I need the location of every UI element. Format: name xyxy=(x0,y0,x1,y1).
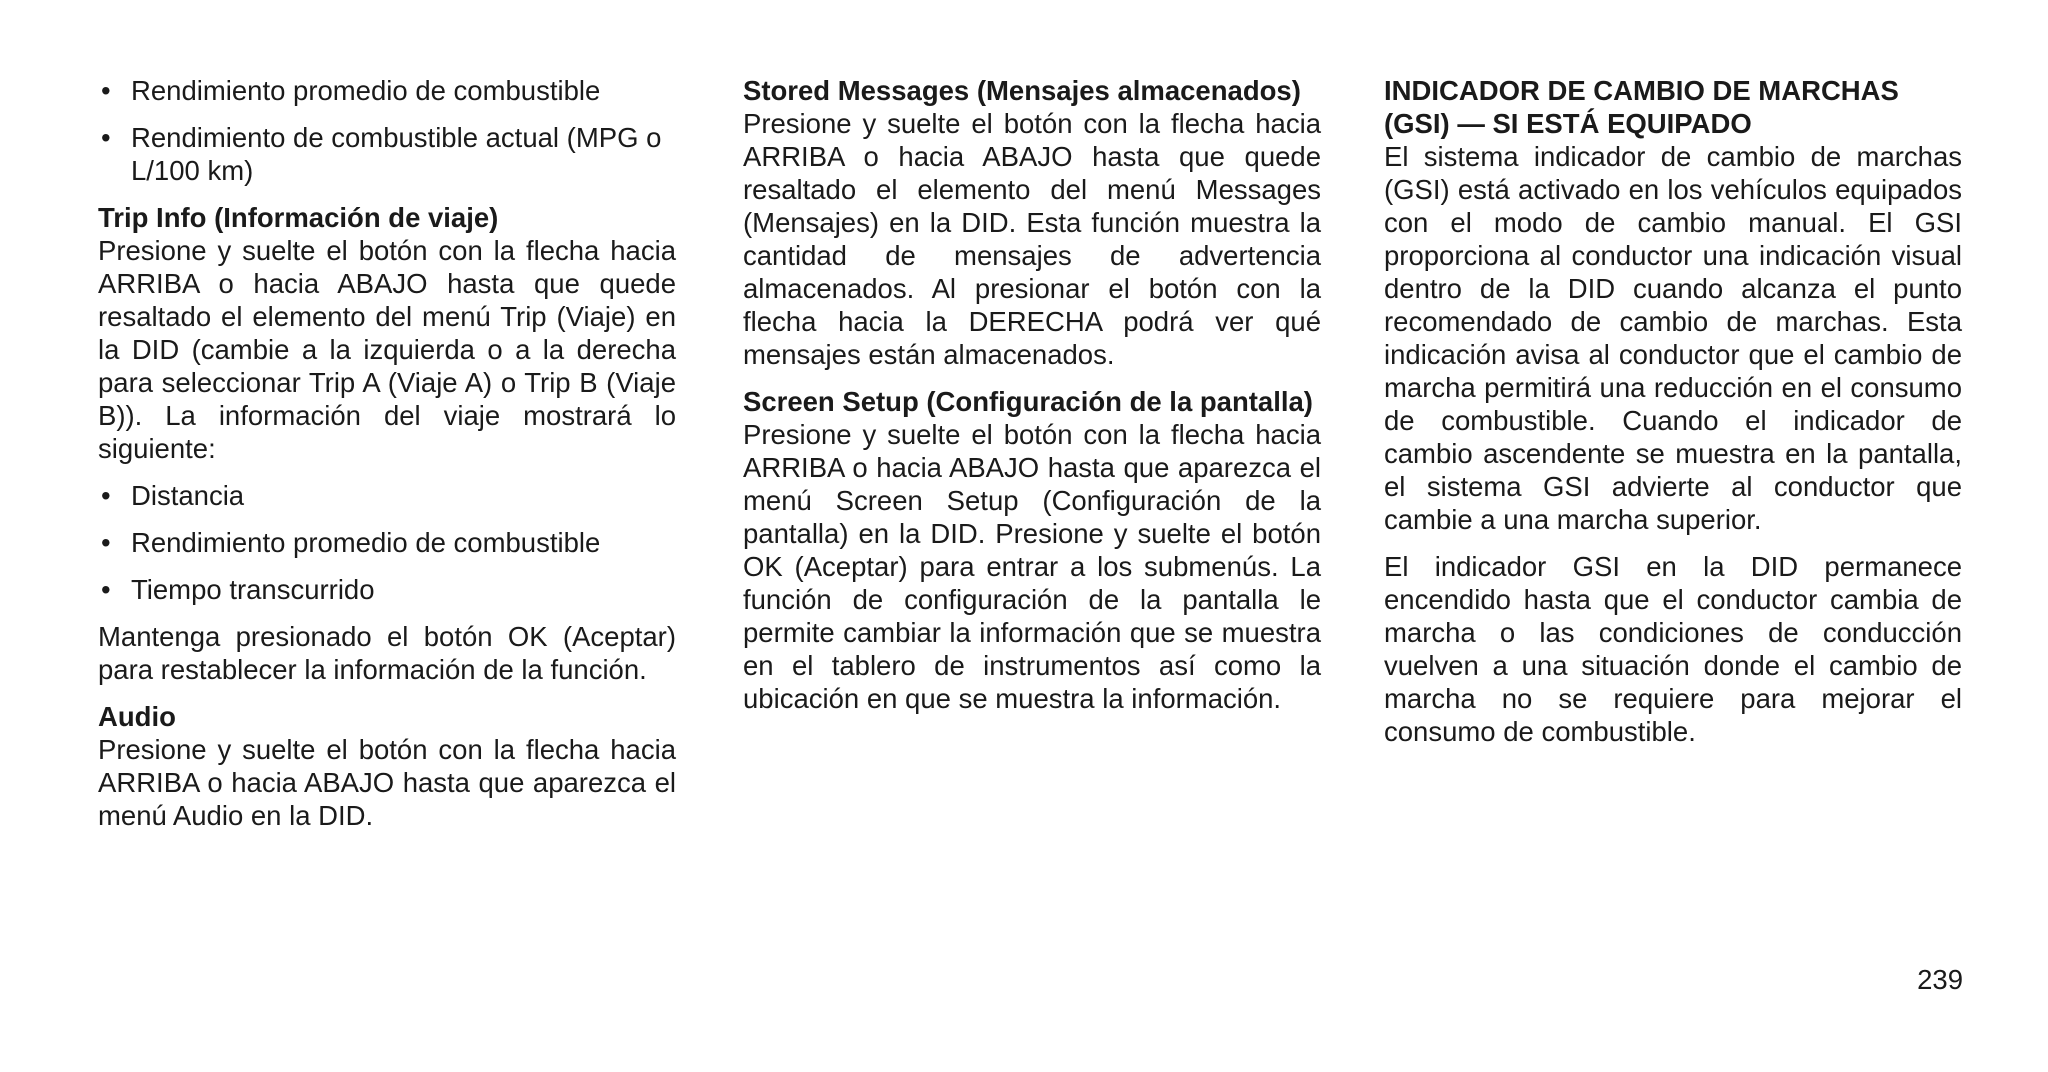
audio-body: Presione y suelte el botón con la flecha hacia ARRIBA o hacia ABAJO hasta que aparezca el menú Audio en la DID. xyxy=(98,734,676,831)
audio-heading: Audio xyxy=(98,701,176,732)
trip-info-heading: Trip Info (Información de viaje) xyxy=(98,202,499,233)
page-number: 239 xyxy=(1917,964,1963,995)
stored-messages-section xyxy=(743,74,1321,371)
reset-paragraph: Mantenga presionado el botón OK (Aceptar) para restablecer la información de la función. xyxy=(98,621,676,685)
screen-setup-section xyxy=(743,385,1321,715)
column-2 xyxy=(743,74,1321,729)
bullet-item: • Rendimiento promedio de combustible xyxy=(98,74,676,107)
fuel-bullet-list xyxy=(98,74,676,187)
gsi-paragraph-2: El indicador GSI en la DID permanece encendido hasta que el conductor cambia de marcha o las condiciones de conducción vuelven a una situación donde el cambio de marcha no se requiere para mejorar el consumo de combustible. xyxy=(1384,551,1962,747)
column-3 xyxy=(1384,74,1962,762)
trip-info-section xyxy=(98,201,676,465)
column-1 xyxy=(98,74,676,846)
stored-messages-heading: Stored Messages (Mensajes almacenados) xyxy=(743,75,1301,106)
gsi-body: El sistema indicador de cambio de marchas (GSI) está activado en los vehículos equipados con el modo de cambio manual. El GSI proporciona al conductor una indicación visual dentro de la DID cuando alcanza el punto recomendado de cambio de marchas. Esta indicación avisa al conductor que el cambio de marcha permitirá una reducción en el consumo de combustible. Cuando el indicador de cambio ascendente se muestra en la pantalla, el sistema GSI advierte al conductor que cambie a una marcha superior. xyxy=(1384,141,1962,535)
gsi-heading: INDICADOR DE CAMBIO DE MARCHAS (GSI) — SI ESTÁ EQUIPADO xyxy=(1384,75,1899,139)
bullet-item: • Rendimiento promedio de combustible xyxy=(98,526,676,559)
audio-section xyxy=(98,700,676,832)
bullet-item: • Distancia xyxy=(98,479,676,512)
screen-setup-heading: Screen Setup (Configuración de la pantalla) xyxy=(743,386,1313,417)
gsi-section xyxy=(1384,74,1962,536)
bullet-item: • Tiempo transcurrido xyxy=(98,573,676,606)
trip-bullet-list xyxy=(98,479,676,606)
bullet-item: • Rendimiento de combustible actual (MPG o L/100 km) xyxy=(98,121,676,187)
screen-setup-body: Presione y suelte el botón con la flecha hacia ARRIBA o hacia ABAJO hasta que aparezca el menú Screen Setup (Configuración de la pantalla) en la DID. Presione y suelte el botón OK (Aceptar) para entrar a los submenús. La función de configuración de la pantalla le permite cambiar la información que se muestra en el tablero de instrumentos así como la ubicación en que se muestra la información. xyxy=(743,419,1321,714)
stored-messages-body: Presione y suelte el botón con la flecha hacia ARRIBA o hacia ABAJO hasta que quede resaltado el elemento del menú Messages (Mensajes) en la DID. Esta función muestra la cantidad de mensajes de advertencia almacenados. Al presionar el botón con la flecha hacia la DERECHA podrá ver qué mensajes están almacenados. xyxy=(743,108,1321,370)
trip-info-body: Presione y suelte el botón con la flecha hacia ARRIBA o hacia ABAJO hasta que quede resaltado el elemento del menú Trip (Viaje) en la DID (cambie a la izquierda o a la derecha para seleccionar Trip A (Viaje A) o Trip B (Viaje B)). La información del viaje mostrará lo siguiente: xyxy=(98,235,676,464)
